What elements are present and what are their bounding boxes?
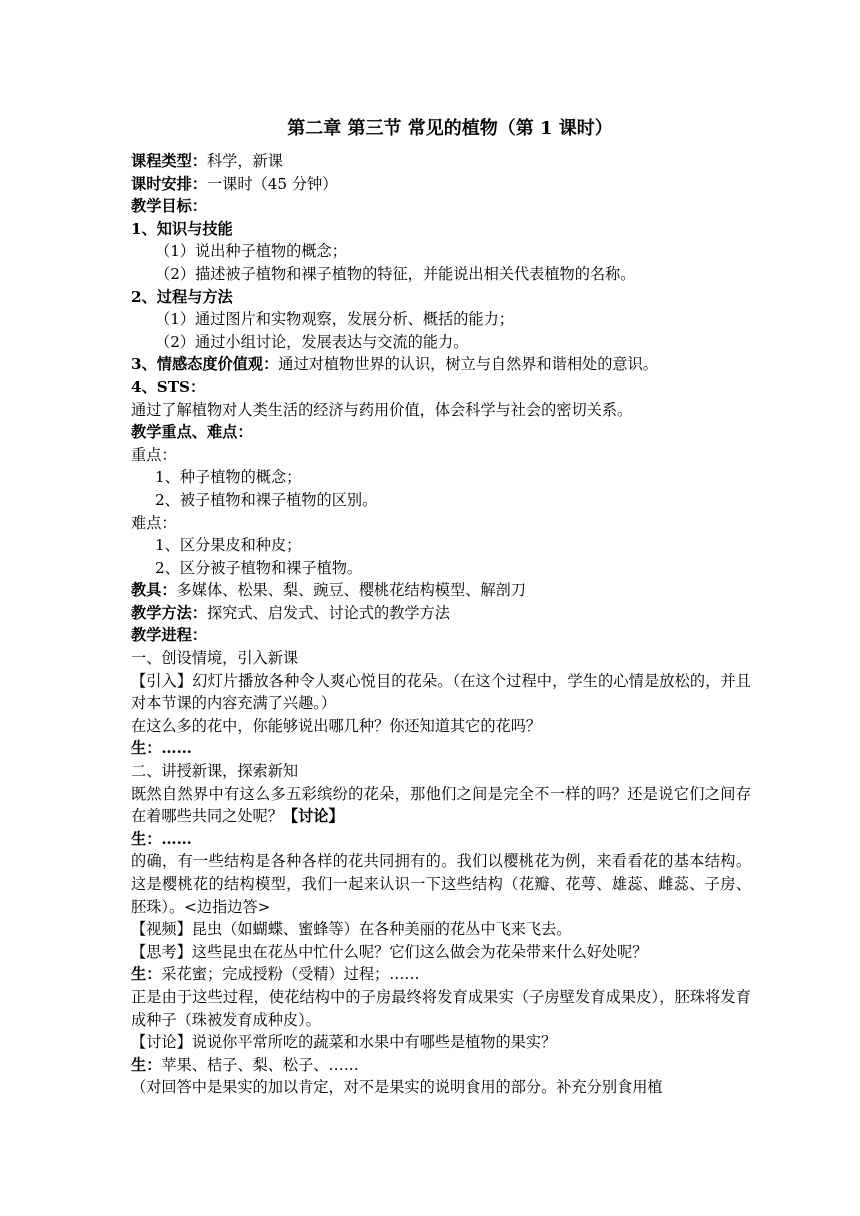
values-line [131,353,751,376]
section-heading: 二、讲授新课，探索新知 [131,762,299,781]
text: 既然自然界中有这么多五彩缤纷的花朵，那他们之间是完全不一样的吗？还是说它们之间存在着哪些共同之处呢？ [131,784,751,826]
paragraph: （对回答中是果实的加以肯定，对不是果实的说明食用的部分。补充分别食用植 [131,1078,663,1097]
discuss-tag: 【讨论】 [282,807,344,826]
paragraph: 【视频】昆虫（如蝴蝶、蜜蜂等）在各种美丽的花丛中飞来飞去。 [131,920,572,939]
page-title: 第二章 第三节 常见的植物（第 1 课时） [287,118,613,139]
text: 科学，新课 [206,152,283,170]
list-item: （1）说出种子植物的概念； [155,242,347,261]
paragraph: 通过了解植物对人类生活的经济与药用价值，体会科学与社会的密切关系。 [131,400,633,419]
list-item: 1、区分果皮和种皮； [155,536,302,555]
label: 课时安排： [131,174,207,193]
student-answer-line [131,1054,751,1077]
label: 教学方法： [131,603,207,622]
label: 课程类型： [131,152,207,170]
text: 一课时（45 分钟） [206,174,338,193]
text: 探究式、启发式、讨论式的教学方法 [206,603,450,622]
text: 苹果、桔子、梨、松子、…… [161,1055,359,1074]
paragraph [131,783,751,828]
tools-line [131,579,751,602]
list-item: 2、区分被子植物和裸子植物。 [155,558,363,577]
paragraph: 的确，有一些结构是各种各样的花共同拥有的。我们以樱桃花为例，来看看花的基本结构。这是樱桃花的结构模型，我们一起来认识一下这些结构（花瓣、花萼、雄蕊、雌蕊、子房、胚珠）。<边指边答> [131,852,751,916]
paragraph: 正是由于这些过程，使花结构中的子房最终将发育成果实（子房壁发育成果皮），胚珠将发育成种子（珠被发育成种皮）。 [131,987,751,1029]
process-progress-heading: 教学进程： [131,626,207,645]
document-content [131,116,751,1099]
focus-heading: 教学重点、难点： [131,423,253,442]
list-item: （1）通过图片和实物观察，发展分析、概括的能力； [155,310,514,329]
label: 教具： [131,581,177,600]
paragraph: 重点： [131,445,177,464]
label: 生： [131,965,162,984]
text: 采花蜜；完成授粉（受精）过程；…… [161,965,420,984]
sts-heading: 4、STS： [131,377,206,396]
knowledge-heading: 1、知识与技能 [131,219,233,238]
method-line [131,602,751,625]
text: 通过对植物世界的认识，树立与自然界和谐相处的意识。 [278,355,658,374]
list-item: 2、被子植物和裸子植物的区别。 [155,490,378,509]
paragraph: 【讨论】说说你平常所吃的蔬菜和水果中有哪些是植物的果实？ [131,1033,557,1052]
section-heading: 一、创设情境，引入新课 [131,649,299,668]
process-heading: 2、过程与方法 [131,287,233,306]
student-answer-line [131,963,751,986]
schedule-line [131,173,751,196]
label: 3、情感态度价值观： [131,355,279,374]
text: 多媒体、松果、梨、豌豆、樱桃花结构模型、解剖刀 [176,581,526,600]
paragraph: 【思考】这些昆虫在花丛中忙什么呢？它们这么做会为花朵带来什么好处呢？ [131,942,648,961]
course-type-line [131,150,751,173]
list-item: （2）通过小组讨论，发展表达与交流的能力。 [155,332,469,351]
goals-heading: 教学目标： [131,197,207,216]
student-answer: 生：…… [131,739,192,758]
student-answer: 生：…… [131,829,192,848]
paragraph: 在这么多的花中，你能够说出哪几种？你还知道其它的花吗？ [131,716,542,735]
paragraph: 【引入】幻灯片播放各种令人爽心悦目的花朵。（在这个过程中，学生的心情是放松的，并且对本节课的内容充满了兴趣。） [131,671,751,713]
list-item: 1、种子植物的概念； [155,468,302,487]
label: 生： [131,1055,162,1074]
paragraph: 难点： [131,513,177,532]
list-item: （2）描述被子植物和裸子植物的特征，并能说出相关代表植物的名称。 [155,264,636,283]
